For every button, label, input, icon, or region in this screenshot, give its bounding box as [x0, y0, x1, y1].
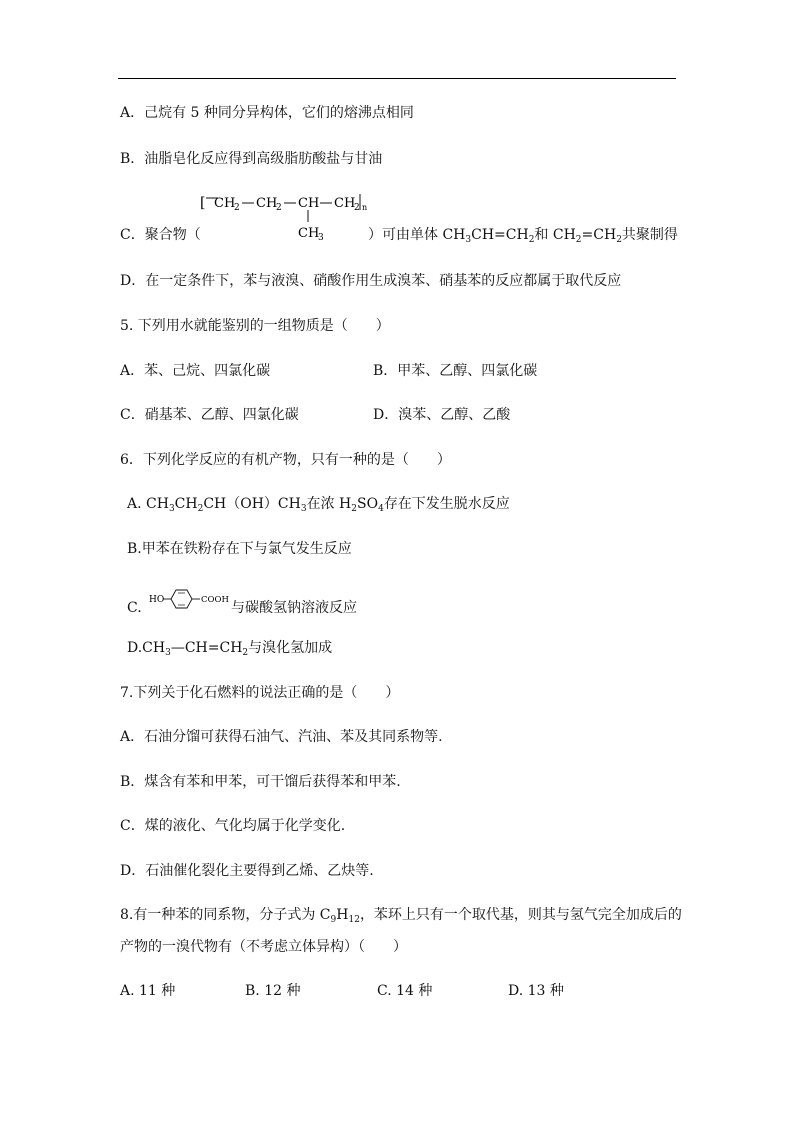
q6-d-sub1: 3	[165, 648, 171, 658]
q6-d-sub2: 2	[242, 648, 249, 658]
q6-a-sub2: 2	[197, 504, 204, 514]
polymer-structure	[198, 190, 368, 246]
q4-c-sub4: 2	[616, 235, 622, 245]
q7-option-b: B．煤含有苯和甲苯，可干馏后获得苯和甲苯.	[120, 774, 401, 790]
q6-option-c-text: 与碳酸氢钠溶液反应	[231, 600, 357, 616]
q6-a-mid2: CH（OH）CH	[203, 496, 301, 512]
q5-option-c: C．硝基苯、乙醇、四氯化碳	[120, 407, 299, 423]
polymer-ch2-a-sub: 2	[234, 203, 240, 213]
q8-stem-line1	[120, 906, 682, 924]
q8-option-b: B. 12 种	[245, 983, 301, 999]
q4-c-sub3: 2	[575, 235, 582, 245]
q4-option-d: D．在一定条件下，苯与液溴、硝酸作用生成溴苯、硝基苯的反应都属于取代反应	[120, 273, 622, 289]
hydroxybenzoic-acid-structure	[148, 585, 230, 613]
q6-a-sub5: 4	[378, 504, 384, 514]
polymer-ch2-c: CH	[334, 196, 356, 211]
q8-option-a: A. 11 种	[120, 983, 176, 999]
structure-ho-label: HO	[149, 595, 165, 605]
q8-sub-h: 12	[348, 915, 360, 925]
q6-a-sub3: 3	[300, 504, 307, 514]
q4-c-tail3: =CH	[581, 227, 617, 243]
q6-d-tail: 与溴化氢加成	[248, 640, 333, 656]
q5-option-b: B．甲苯、乙醇、四氯化碳	[373, 363, 538, 379]
polymer-ch2-b-sub: 2	[276, 203, 282, 213]
polymer-methyl: CH	[298, 226, 320, 241]
q6-d-mid: —CH=CH	[170, 640, 243, 656]
polymer-ch2-a: CH	[214, 196, 236, 211]
q4-option-c-tail	[368, 226, 678, 244]
q6-a-sub1: 3	[168, 504, 175, 514]
q7-option-d: D．石油催化裂化主要得到乙烯、乙炔等.	[120, 863, 374, 879]
q4-c-tail1: CH=CH	[471, 227, 529, 243]
polymer-bracket-left: [	[200, 195, 206, 211]
q8-stem-pre: 8.有一种苯的同系物，分子式为 C	[120, 907, 331, 923]
q8-option-c: C. 14 种	[377, 983, 433, 999]
q4-option-b: B．油脂皂化反应得到高级脂肪酸盐与甘油	[120, 151, 383, 167]
q6-option-b: B.甲苯在铁粉存在下与氯气发生反应	[127, 541, 352, 557]
q6-a-pre: A. CH	[127, 496, 169, 512]
q6-a-mid4: SO	[357, 496, 379, 512]
q6-option-c-label: C.	[127, 600, 142, 616]
structure-cooh-label: COOH	[201, 595, 229, 605]
q8-sub-c: 9	[330, 915, 337, 925]
header-rule	[118, 78, 676, 79]
polymer-n: n	[362, 203, 368, 212]
polymer-ch2-b: CH	[256, 196, 278, 211]
q8-stem-tail: ，苯环上只有一个取代基，则其与氢气完全加成后的	[359, 907, 682, 923]
q6-option-a	[127, 495, 510, 513]
q6-stem: 6．下列化学反应的有机产物，只有一种的是（ ）	[120, 452, 451, 468]
q6-a-mid1: CH	[174, 496, 198, 512]
q6-a-sub4: 2	[351, 504, 357, 514]
q4-c-suffix: ）可由单体 CH	[368, 227, 466, 243]
q8-stem-line2: 产物的一溴代物有（不考虑立体异构）（ ）	[120, 939, 407, 955]
q4-c-sub1: 3	[465, 235, 472, 245]
q8-option-d: D. 13 种	[508, 983, 564, 999]
q4-c-tail4: 共聚制得	[621, 227, 678, 243]
q6-d-pre: D.CH	[127, 640, 166, 656]
q8-stem-h: H	[336, 907, 349, 923]
q4-option-a: A．己烷有 5 种同分异构体，它们的熔沸点相同	[120, 105, 414, 121]
q4-c-prefix: C．聚合物（	[120, 227, 201, 243]
q7-stem: 7.下列关于化石燃料的说法正确的是（ ）	[120, 685, 400, 701]
polymer-ch2-c-sub: 2	[354, 203, 360, 213]
q7-option-c: C．煤的液化、气化均属于化学变化.	[120, 818, 346, 834]
polymer-ch: CH	[298, 196, 320, 211]
q5-stem: 5. 下列用水就能鉴别的一组物质是（ ）	[120, 318, 390, 334]
q4-c-sub2: 2	[528, 235, 535, 245]
q5-option-d: D．溴苯、乙醇、乙酸	[373, 407, 511, 423]
q6-option-d	[127, 639, 332, 657]
q5-option-a: A．苯、己烷、四氯化碳	[120, 363, 271, 379]
q7-option-a: A．石油分馏可获得石油气、汽油、苯及其同系物等.	[120, 729, 443, 745]
q6-a-mid3: 在浓 H	[306, 496, 352, 512]
q4-option-c	[120, 226, 201, 244]
q6-a-tail: 存在下发生脱水反应	[383, 496, 510, 512]
q4-c-tail2: 和 CH	[534, 227, 576, 243]
polymer-methyl-sub: 3	[318, 233, 324, 243]
